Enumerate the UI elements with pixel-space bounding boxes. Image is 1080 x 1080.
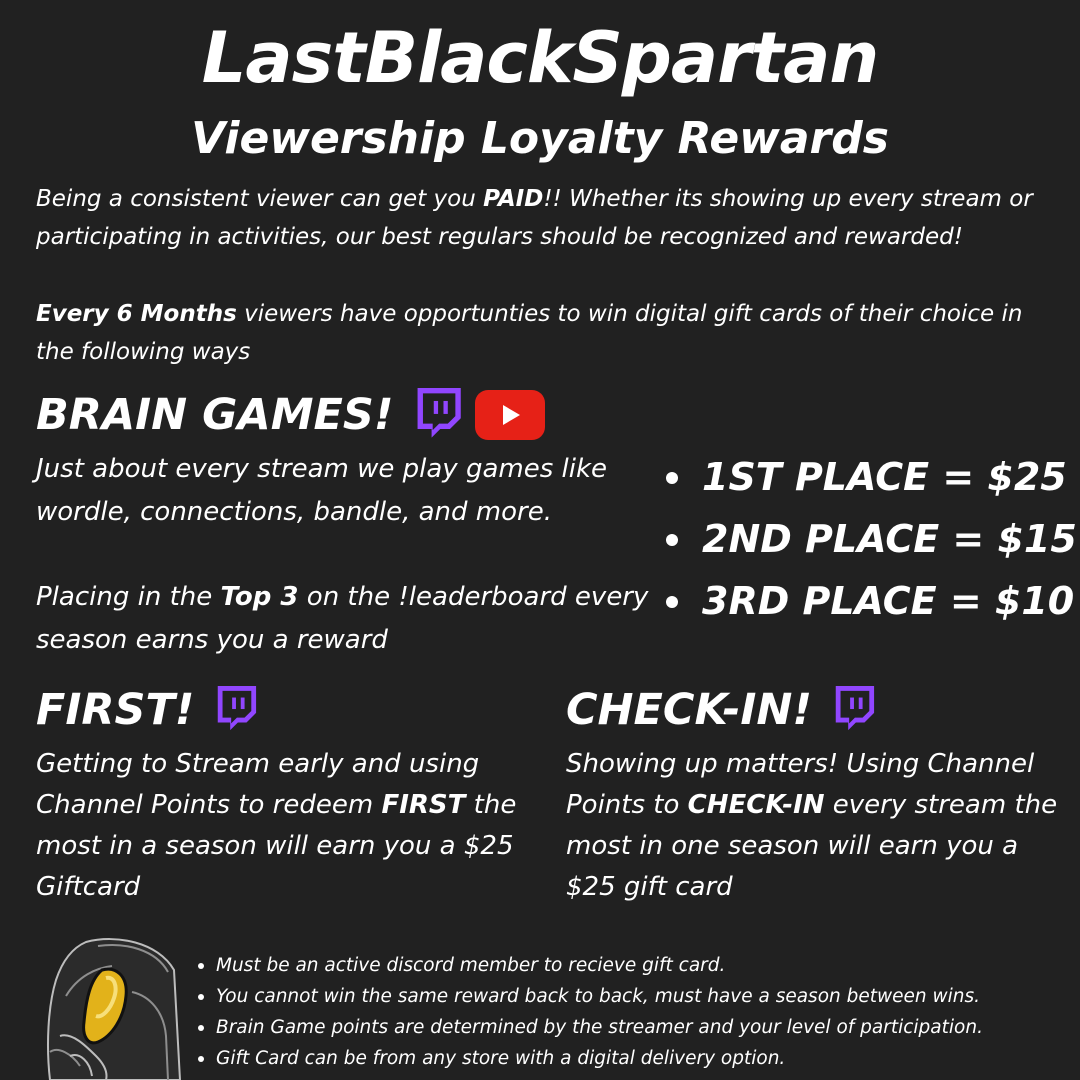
first-title: FIRST! [36,685,195,735]
rule-item: You cannot win the same reward back to back, must have a season between wins. [196,981,1076,1012]
brain-games-heading [36,388,545,442]
rules-list [196,950,1076,1074]
every-text-bold: Every 6 Months [36,301,237,327]
prize-item: 2ND PLACE = $15 [660,508,1070,570]
page-subtitle: Viewership Loyalty Rewards [191,113,889,164]
prize-list [660,446,1077,632]
first-heading [36,684,258,736]
every-paragraph [36,295,1036,371]
rule-item: Gift Card can be from any store with a digital delivery option. [196,1043,1076,1074]
first-description [36,744,536,908]
every-text-after: viewers have opportunties to win digital gift cards of their choice in the following ways [36,301,1023,365]
spartan-helmet-illustration [46,936,181,1080]
checkin-heading [566,684,876,736]
checkin-text-bold: CHECK-IN [687,790,825,820]
twitch-icon [411,388,463,442]
intro-text-bold: PAID [483,186,544,212]
checkin-title: CHECK-IN! [566,685,812,735]
brain-text-after: on the !leaderboard every season earns you a reward [36,582,649,655]
checkin-text-before: Showing up matters! Using Channel Points to [566,749,1035,820]
brain-games-title: BRAIN GAMES! [36,390,394,440]
intro-text-after: !! Whether its showing up every stream or participating in activities, our best regulars should be recognized and rewarded! [36,186,1033,250]
rule-item: Brain Game points are determined by the streamer and your level of participation. [196,1012,1076,1043]
twitch-icon [830,685,876,735]
checkin-description [566,744,1066,908]
intro-text-before: Being a consistent viewer can get you [36,186,484,212]
youtube-icon [475,390,545,440]
brain-games-reward-text [36,576,656,662]
brain-text-bold: Top 3 [220,582,299,612]
page-title: LastBlackSpartan [201,17,879,99]
prize-item: 1ST PLACE = $25 [660,446,1070,508]
intro-paragraph [36,180,1056,256]
brain-text-before: Placing in the [36,582,221,612]
first-text-before: Getting to Stream early and using Channel Points to redeem [36,749,480,820]
brain-games-description: Just about every stream we play games like wordle, connections, bandle, and more. [36,454,608,527]
twitch-icon [212,685,258,735]
checkin-text-after: every stream the most in one season will earn you a $25 gift card [566,790,1058,902]
rule-item: Must be an active discord member to recieve gift card. [196,950,1076,981]
prize-item: 3RD PLACE = $10 [660,570,1070,632]
first-text-bold: FIRST [381,790,466,820]
first-text-after: the most in a season will earn you a $25 Giftcard [36,790,517,902]
